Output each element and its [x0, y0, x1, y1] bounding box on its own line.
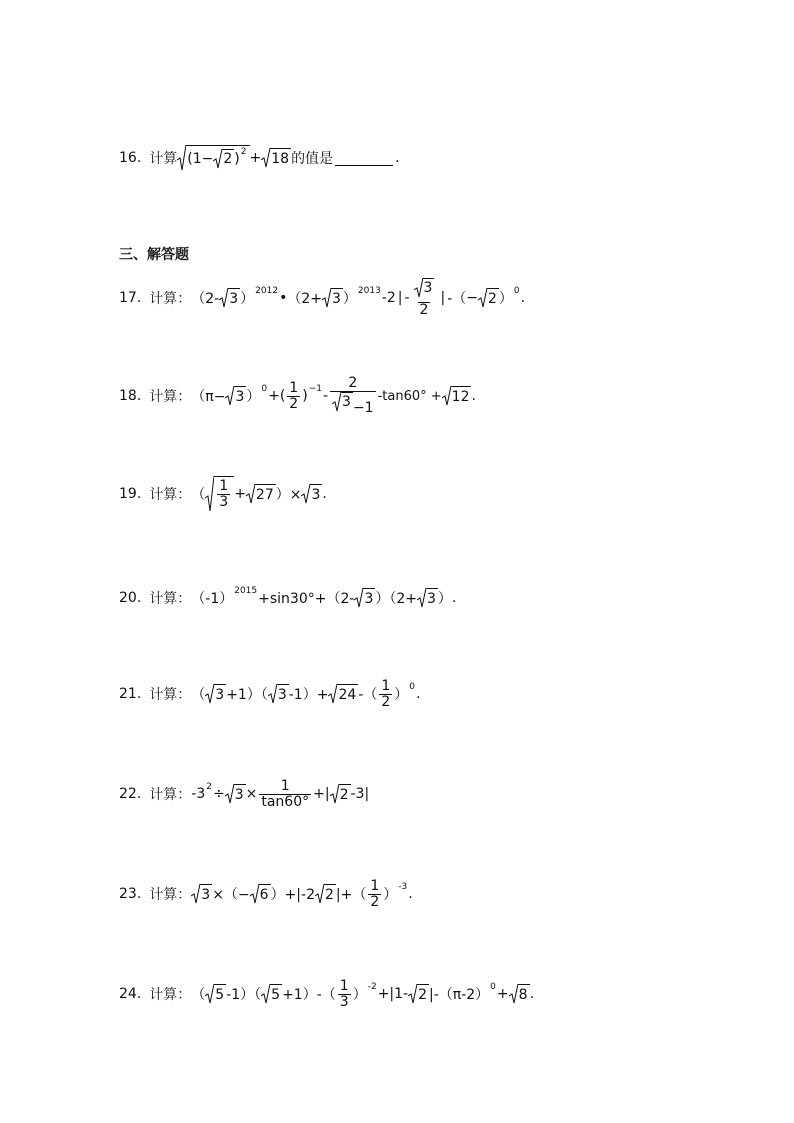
text: ）: [498, 291, 513, 307]
numerator: 1: [219, 478, 229, 495]
sqrt-3: 3: [191, 884, 212, 904]
text: .: [322, 486, 327, 502]
question-label: 计算：: [149, 687, 192, 703]
question-number: 20.: [119, 590, 142, 606]
text: .: [471, 388, 476, 404]
question-22: [119, 776, 369, 812]
question-number: 19.: [119, 486, 142, 502]
text: ×: [245, 786, 258, 802]
question-label: 计算：: [149, 887, 192, 903]
question-number: 16.: [119, 150, 142, 166]
exponent: −1: [308, 384, 322, 394]
radical-sign-icon: [478, 288, 487, 308]
sqrt-24: 24: [328, 684, 358, 704]
text: ）×: [275, 487, 302, 503]
answer-blank[interactable]: [335, 151, 393, 166]
radical-sign-icon: [191, 884, 200, 904]
text: ): [234, 150, 240, 167]
fraction: [287, 381, 300, 411]
question-16: [119, 140, 400, 176]
text: ×（−: [212, 887, 250, 903]
question-19: [119, 476, 327, 512]
operator: +: [249, 150, 262, 166]
sqrt-5: 5: [261, 984, 282, 1004]
question-21: [119, 676, 420, 712]
text: ）: [246, 389, 261, 405]
sqrt-8: 8: [509, 984, 530, 1004]
radical-sign-icon: [246, 484, 255, 504]
text: （π−: [191, 389, 226, 405]
text: −: [466, 290, 478, 306]
question-number: 23.: [119, 886, 142, 902]
question-label: 计算：: [149, 987, 192, 1003]
text: -2: [381, 290, 396, 306]
question-label: 计算：: [149, 787, 192, 803]
text: ）+|-2: [270, 887, 315, 903]
sqrt-3: 3: [225, 784, 246, 804]
text: （: [191, 687, 206, 703]
radical-sign-icon: [330, 784, 339, 804]
question-17: [119, 280, 525, 316]
text: |-（π-2）: [429, 987, 490, 1003]
exponent: 2: [240, 146, 247, 157]
radical-sign-icon: [225, 386, 234, 406]
text: +sin30°+（2-: [258, 591, 355, 607]
text: -1）+: [288, 687, 329, 703]
denominator: 2: [370, 893, 380, 910]
sqrt-2: 2: [315, 884, 336, 904]
abs-bar: |: [397, 290, 403, 306]
exponent: 0: [261, 384, 268, 394]
question-20: [119, 580, 456, 616]
numerator: 1: [381, 677, 391, 694]
radical-sign-icon: [261, 148, 270, 168]
sqrt-2: 2: [478, 288, 499, 308]
abs-bar: |: [440, 290, 446, 306]
sqrt-3: 3: [332, 392, 353, 412]
radical-sign-icon: [301, 484, 310, 504]
denominator: 2: [381, 693, 391, 710]
sqrt-3: 3: [417, 588, 438, 608]
fraction: [412, 278, 437, 317]
radical-sign-icon: [213, 149, 222, 169]
operator: -: [322, 388, 329, 404]
text: .: [451, 590, 457, 606]
exponent: 0: [409, 682, 415, 692]
exponent: -3: [398, 882, 408, 892]
text: ÷: [212, 786, 225, 802]
text: +1）-（: [282, 987, 336, 1003]
exponent: 2: [206, 782, 212, 792]
text: 的值是: [291, 151, 334, 167]
fraction: [330, 376, 376, 415]
radical-sign-icon: [315, 884, 324, 904]
text: -tan60° +: [377, 388, 442, 404]
denominator: 3: [339, 993, 349, 1010]
fraction: [338, 979, 351, 1009]
text: .: [395, 150, 400, 166]
text: +: [496, 986, 509, 1002]
text: +1）（: [226, 687, 268, 703]
sqrt-3: 3: [219, 288, 240, 308]
question-number: 21.: [119, 686, 142, 702]
radical-sign-icon: [205, 684, 214, 704]
operator: +: [268, 388, 280, 404]
radical-sign-icon: [442, 386, 451, 406]
question-23: [119, 876, 413, 912]
text: +|1-: [377, 986, 409, 1002]
radical-sign-icon: [354, 588, 363, 608]
text: ）: [352, 987, 367, 1003]
sqrt-3: 3: [414, 278, 435, 298]
numerator: 1: [339, 977, 349, 994]
question-18: [119, 375, 476, 416]
sqrt-3: 3: [268, 684, 289, 704]
radical-sign-icon: [332, 392, 341, 412]
fraction: [368, 879, 381, 909]
question-label: 计算：: [149, 291, 192, 307]
sqrt-3: 3: [225, 386, 246, 406]
denominator: 2: [289, 395, 299, 412]
question-label: 计算：: [149, 591, 192, 607]
exponent: 2013: [357, 286, 381, 296]
radical-sign-icon: [261, 984, 270, 1004]
operator: +: [234, 486, 246, 502]
text: ）: [437, 591, 452, 607]
section-heading: 三、解答题: [119, 247, 189, 263]
fraction: [217, 479, 230, 509]
question-number: 22.: [119, 786, 142, 802]
exponent: 0: [490, 982, 496, 992]
text: ）: [394, 687, 409, 703]
text: -: [404, 290, 410, 306]
text: (: [279, 388, 286, 404]
radical-sign-icon: [414, 278, 423, 298]
text: ）: [240, 291, 255, 307]
question-label: 计算：: [149, 487, 192, 503]
question-number: 17.: [119, 290, 142, 306]
text: ）（2+: [375, 591, 417, 607]
radical-sign-icon: [322, 288, 331, 308]
question-label: 计算: [149, 151, 178, 167]
radical-sign-icon: [205, 476, 214, 512]
text: -3|: [350, 786, 370, 802]
sqrt-3: 3: [354, 588, 375, 608]
text: （2+: [287, 291, 322, 307]
question-24: [119, 976, 534, 1012]
text: ): [302, 388, 308, 404]
radical-sign-icon: [177, 145, 186, 171]
question-number: 24.: [119, 986, 142, 1002]
sqrt-18: 18: [261, 148, 291, 168]
text: -（: [447, 291, 467, 307]
exponent: 2015: [234, 586, 258, 596]
sqrt-2: 2: [408, 984, 429, 1004]
text: ）: [383, 887, 398, 903]
sqrt-2: 2: [330, 784, 351, 804]
sqrt-3: 3: [205, 684, 226, 704]
sqrt-6: 6: [250, 884, 271, 904]
numerator: 1: [370, 877, 380, 894]
denominator: 3 −1: [330, 391, 376, 416]
text: （: [191, 487, 206, 503]
text: -3: [191, 786, 206, 802]
text: （2-: [191, 291, 220, 307]
radical-sign-icon: [408, 984, 417, 1004]
text: .: [529, 986, 535, 1002]
text: -1）（: [226, 987, 262, 1003]
radical-sign-icon: [509, 984, 518, 1004]
sqrt-3: 3: [322, 288, 343, 308]
denominator: tan60°: [261, 793, 310, 810]
radical-sign-icon: [268, 684, 277, 704]
numerator: 2: [348, 375, 358, 392]
text: （-1）: [191, 591, 234, 607]
numerator: 1: [280, 777, 290, 794]
sqrt-expression: [177, 145, 249, 171]
sqrt-3: 3: [301, 484, 322, 504]
fraction: [379, 679, 392, 709]
sqrt-2: 2: [213, 149, 234, 169]
question-label: 计算：: [149, 389, 192, 405]
denominator: 3: [219, 494, 229, 510]
text: ）: [342, 291, 357, 307]
denominator: 2: [419, 302, 429, 318]
text: |+（: [335, 887, 367, 903]
exponent: 0: [513, 286, 520, 296]
radical-sign-icon: [225, 784, 234, 804]
sqrt-5: 5: [205, 984, 226, 1004]
radical-sign-icon: [250, 884, 259, 904]
text: (1−: [187, 150, 214, 167]
sqrt-fraction: [205, 476, 234, 512]
exponent: -2: [367, 982, 377, 992]
text: .: [408, 886, 413, 902]
fraction: [259, 779, 311, 809]
text: +|: [313, 786, 330, 802]
text: （: [191, 987, 206, 1003]
radical-sign-icon: [328, 684, 337, 704]
sqrt-27: 27: [246, 484, 276, 504]
sqrt-12: 12: [442, 386, 472, 406]
text: -（: [358, 687, 378, 703]
text: .: [520, 290, 526, 306]
radical-sign-icon: [219, 288, 228, 308]
radical-sign-icon: [417, 588, 426, 608]
exponent: 2012: [255, 286, 279, 296]
numerator: 1: [289, 379, 299, 396]
radical-sign-icon: [205, 984, 214, 1004]
text: .: [416, 686, 421, 702]
question-number: 18.: [119, 388, 142, 404]
text: •: [279, 290, 288, 306]
